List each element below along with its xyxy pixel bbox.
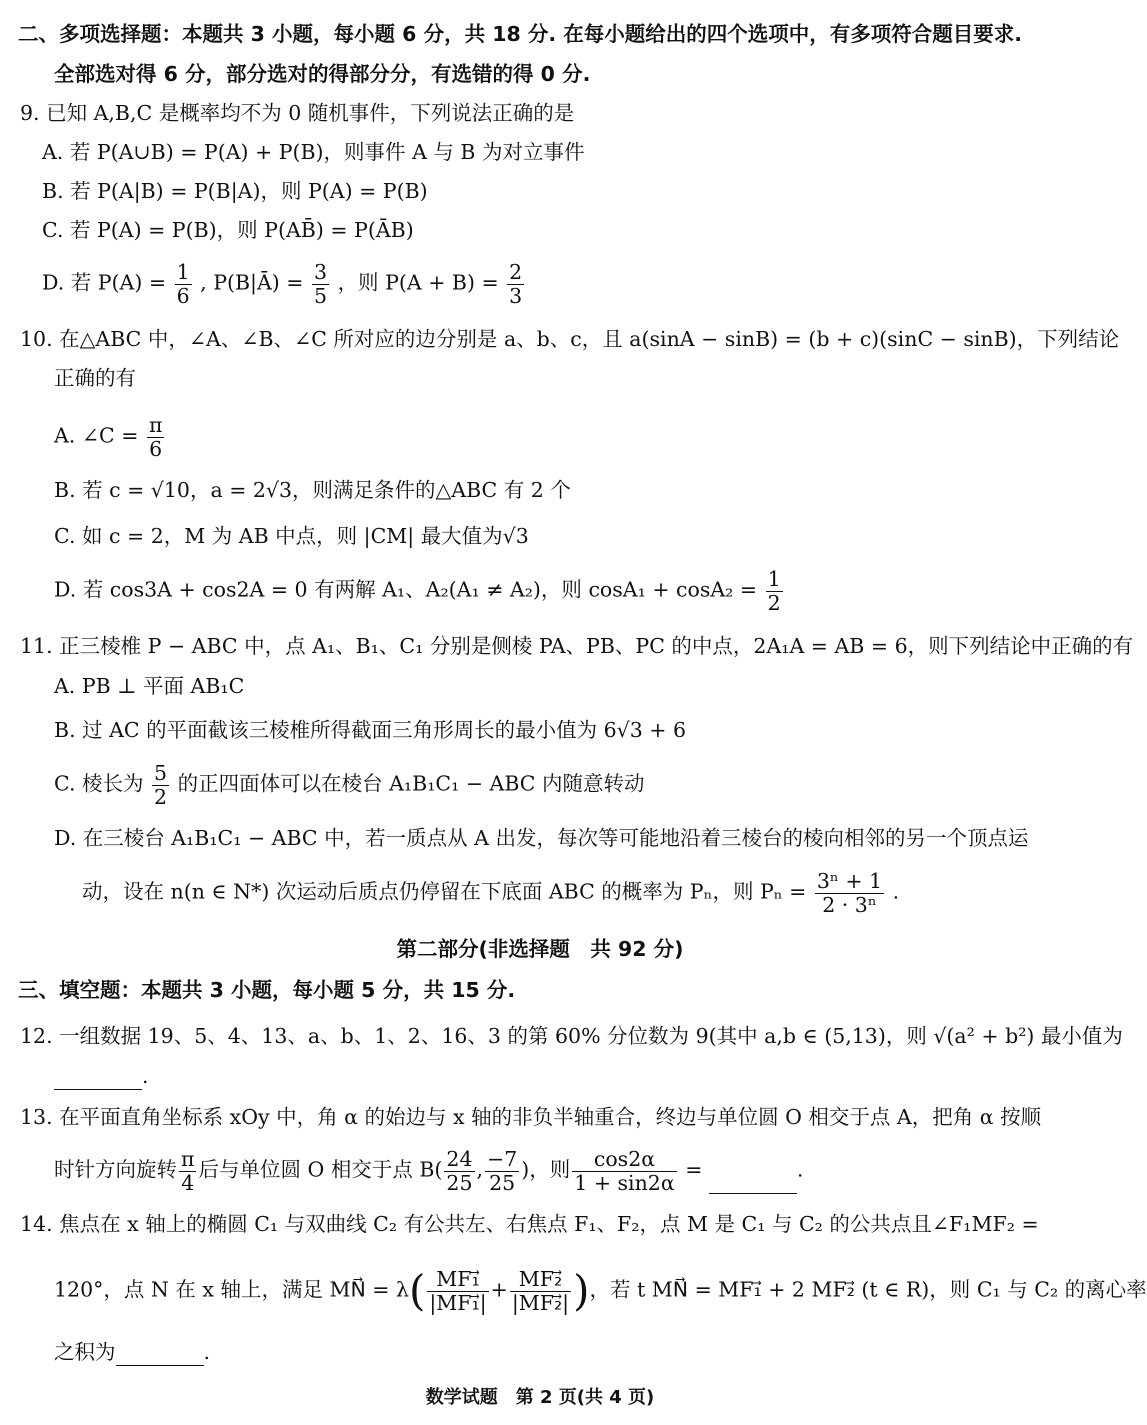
q10d-frac-den: 2 [767,590,781,615]
q13-blank[interactable] [709,1171,797,1194]
q9d-pre: D. 若 P(A) = [42,270,167,295]
q13-p3: )，则 [521,1157,571,1182]
q11c-post: 的正四面体可以在棱台 A₁B₁C₁ − ABC 内随意转动 [177,771,645,796]
q10-stem-line-1: 10. 在△ABC 中，∠A、∠B、∠C 所对应的边分别是 a、b、c，且 a(sinA − sinB) = (b + c)(sinC − sinB)，下列结论 [20,327,1120,351]
q11d-frac-den: 2 · 3ⁿ [815,893,884,917]
q10-stem-line-2: 正确的有 [54,366,136,390]
q13-p2: 后与单位圆 O 相交于点 B( [198,1157,443,1182]
q9d-frac-1-den: 6 [176,283,190,308]
q13-stem-line-2 [54,1148,803,1194]
q13-bx-num: 24 [446,1147,473,1171]
q10-option-a [54,414,166,460]
section-2-heading: 二、多项选择题：本题共 3 小题，每小题 6 分，共 18 分. 在每小题给出的四个选项中，有多项符合题目要求. [18,22,1023,46]
q12-answer-line [54,1062,149,1090]
q11c-pre: C. 棱长为 [54,771,144,796]
q14-frac-2-den: |MF₂⃗| [511,1290,570,1315]
q9-option-d [42,261,526,307]
q13-bx-frac [444,1148,474,1194]
q14-blank[interactable] [116,1343,204,1366]
q10d-frac [766,568,783,614]
q13-comma: , [476,1157,484,1182]
q13-stem-line-1: 13. 在平面直角坐标系 xOy 中，角 α 的始边与 x 轴的非负半轴重合，终边与单位圆 O 相交于点 A，把角 α 按顺 [20,1105,1042,1129]
q13-by-den: 25 [485,1171,519,1195]
q9-option-a: A. 若 P(A∪B) = P(A) + P(B)，则事件 A 与 B 为对立事件 [42,140,585,164]
q11d-pre: 动，设在 n(n ∈ N*) 次运动后质点仍停留在下底面 ABC 的概率为 Pₙ，则 Pₙ = [82,879,807,904]
q10a-frac [147,414,164,460]
q14-p2: ，若 t MN⃗ = MF₁⃗ + 2 MF₂⃗ (t ∈ R)，则 C₁ 与 C₂ 的离心率 [589,1277,1147,1302]
q13-rot-num: π [181,1147,195,1171]
section-3-heading: 三、填空题：本题共 3 小题，每小题 5 分，共 15 分. [18,978,516,1002]
q13-expr-num: cos2α [593,1147,656,1171]
q14-stem-line-1: 14. 焦点在 x 轴上的椭圆 C₁ 与双曲线 C₂ 有公共左、右焦点 F₁、F₂，点 M 是 C₁ 与 C₂ 的公共点且∠F₁MF₂ = [20,1212,1039,1236]
q10-option-b: B. 若 c = √10，a = 2√3，则满足条件的△ABC 有 2 个 [54,478,571,502]
q11d-post: . [892,879,900,904]
q10-option-c: C. 如 c = 2，M 为 AB 中点，则 |CM| 最大值为√3 [54,524,529,548]
q11c-frac-num: 5 [154,761,168,785]
q14-plus: + [490,1277,508,1302]
q9d-frac-3-den: 3 [509,283,523,308]
q11-option-d-line-2 [82,870,899,916]
q13-expr-frac [572,1148,676,1194]
q12-end: . [142,1064,149,1088]
q14-paren-left: ( [409,1266,426,1316]
q14-stem-line-3 [54,1338,210,1366]
q10a-pre: A. ∠C = [54,423,139,448]
q11d-frac [815,870,884,916]
q9-option-c: C. 若 P(A) = P(B)，则 P(AB̄) = P(ĀB) [42,218,414,242]
q12-stem: 12. 一组数据 19、5、4、13、a、b、1、2、16、3 的第 60% 分位数为 9(其中 a,b ∈ (5,13)，则 √(a² + b²) 最小值为 [20,1024,1123,1048]
q13-by-frac [485,1148,519,1194]
q11d-frac-num: 3ⁿ + 1 [816,869,883,893]
q9d-frac-3-num: 2 [509,260,523,284]
q9d-frac-3 [507,261,524,307]
q14-l3-text: 之积为 [54,1340,116,1364]
q13-rot-den: 4 [179,1171,196,1195]
q11c-frac [152,762,169,808]
q11c-frac-den: 2 [154,784,168,809]
q11-option-d-line-1: D. 在三棱台 A₁B₁C₁ − ABC 中，若一质点从 A 出发，每次等可能地沿着三棱台的棱向相邻的另一个顶点运 [54,826,1029,850]
q14-end: . [203,1340,211,1364]
q11-stem: 11. 正三棱椎 P − ABC 中，点 A₁、B₁、C₁ 分别是侧棱 PA、PB、PC 的中点，2A₁A = AB = 6，则下列结论中正确的有 [20,634,1134,658]
q14-paren-right: ) [573,1266,590,1316]
q9d-frac-1 [175,261,192,307]
q9d-mid2: ，则 P(A + B) = [337,270,499,295]
q10a-frac-den: 6 [147,437,164,461]
q9d-frac-2-den: 5 [313,283,328,308]
q14-stem-line-2 [54,1268,1147,1314]
q11-option-c [54,762,645,808]
q11-option-b: B. 过 AC 的平面截该三棱椎所得截面三角形周长的最小值为 6√3 + 6 [54,718,687,742]
q10d-pre: D. 若 cos3A + cos2A = 0 有两解 A₁、A₂(A₁ ≠ A₂)，则 cosA₁ + cosA₂ = [54,577,758,602]
q9d-mid: , P(B|Ā) = [200,270,304,295]
q13-bx-den: 25 [446,1170,473,1195]
q13-rot-frac [179,1148,196,1194]
q10-option-d [54,568,785,614]
q13-expr-den: 1 + sin2α [574,1170,675,1195]
q14-frac-2-num: MF₂⃗ [518,1267,563,1291]
q9d-frac-1-num: 1 [176,260,190,284]
q14-p1: 120°，点 N 在 x 轴上，满足 MN⃗ = λ [54,1277,409,1302]
q12-blank[interactable] [54,1067,142,1090]
part-2-heading: 第二部分(非选择题 共 92 分) [396,937,684,961]
q9d-frac-2-num: 3 [313,260,328,284]
section-2-scoring: 全部选对得 6 分，部分选对的得部分分，有选错的得 0 分. [54,62,591,86]
q14-frac-1 [427,1268,488,1314]
q9-option-b: B. 若 P(A|B) = P(B|A)，则 P(A) = P(B) [42,179,428,203]
q11-option-a: A. PB ⊥ 平面 AB₁C [54,674,245,698]
q9d-frac-2 [312,261,329,307]
q10d-frac-num: 1 [767,567,781,591]
q13-p1: 时针方向旋转 [54,1157,177,1182]
page-footer: 数学试题 第 2 页(共 4 页) [425,1387,655,1408]
q13-end: . [796,1157,804,1182]
q10a-frac-num: π [148,413,163,437]
q14-frac-1-num: MF₁⃗ [436,1267,480,1291]
q14-frac-2 [510,1268,571,1314]
q14-frac-1-den: |MF₁⃗| [429,1290,487,1315]
q13-by-num: −7 [487,1147,518,1171]
q9-stem: 9. 已知 A,B,C 是概率均不为 0 随机事件，下列说法正确的是 [20,101,575,125]
q13-p4: = [678,1157,703,1182]
